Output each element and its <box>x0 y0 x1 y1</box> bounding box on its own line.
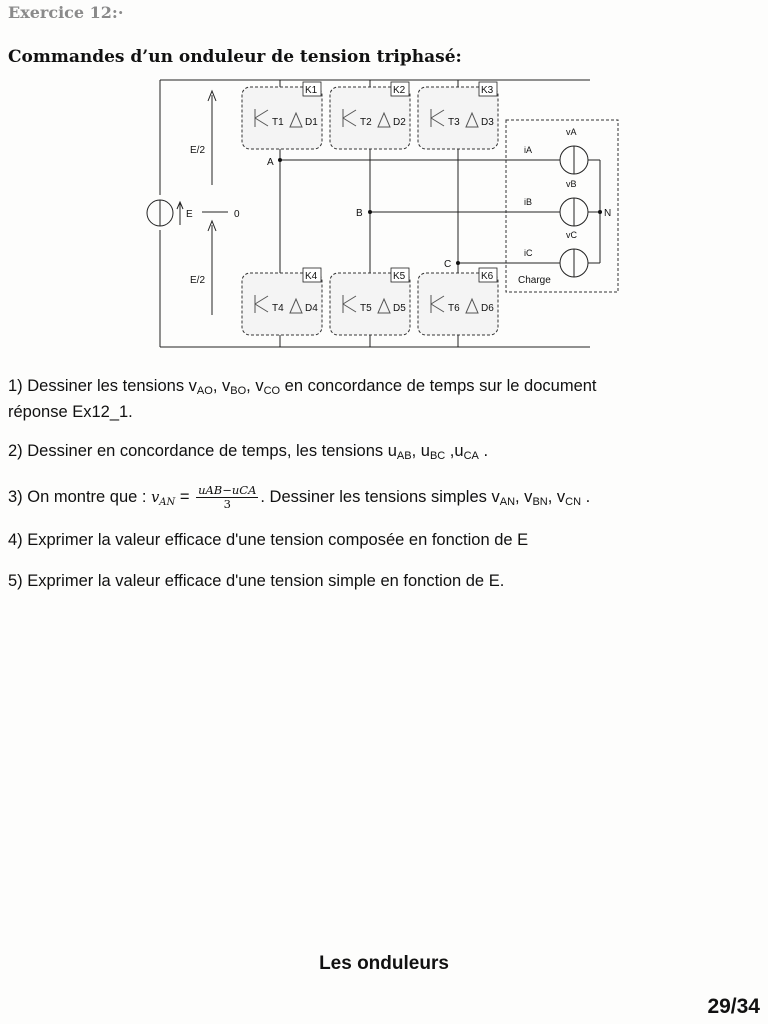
voltage-label-c: vC <box>566 230 577 240</box>
voltage-label-b: vB <box>566 179 577 189</box>
switch-label: K3 <box>481 85 494 96</box>
half-voltage-top-label: E/2 <box>190 145 206 156</box>
diode-label: D1 <box>305 117 318 128</box>
question-1-line-2: réponse Ex12_1. <box>8 403 133 421</box>
node-label-a: A <box>267 157 274 168</box>
question-1: 1) Dessiner les tensions $v_{AO}$, $v_{BO}$, $v_{CO}$ en concordance de temps sur le document <box>8 377 597 397</box>
inverter-circuit-diagram <box>140 75 630 355</box>
switch-label: K1 <box>305 85 318 96</box>
switch-label: K6 <box>481 271 494 282</box>
formula-lhs: v <box>151 489 160 506</box>
diode-label: D6 <box>481 303 494 314</box>
current-label-b: iB <box>524 197 533 207</box>
diode-label: D2 <box>393 117 406 128</box>
exercise-title: Exercice 12:· <box>8 3 124 22</box>
transistor-label: T3 <box>448 117 460 128</box>
node-label-n: N <box>604 208 612 219</box>
section-title: Commandes d’un onduleur de tension triphasé: <box>8 47 462 67</box>
midpoint-label: 0 <box>234 209 240 220</box>
current-label-a: iA <box>524 145 533 155</box>
question-2: 2) Dessiner en concordance de temps, les tensions $u_{AB}$, $u_{BC}$ $,u_{CA}$ . <box>8 442 489 462</box>
load-label: Charge <box>518 275 551 286</box>
diode-label: D4 <box>305 303 318 314</box>
transistor-label: T4 <box>272 303 284 314</box>
switch-label: K4 <box>305 271 318 282</box>
transistor-label: T5 <box>360 303 372 314</box>
footer-title: Les onduleurs <box>319 953 449 974</box>
transistor-label: T2 <box>360 117 372 128</box>
formula-fraction: $\frac{\text{uAB−uCA}}{3}$ <box>198 483 257 511</box>
transistor-label: T6 <box>448 303 460 314</box>
page-number: 29/34 <box>707 995 760 1018</box>
diode-label: D3 <box>481 117 494 128</box>
switch-label: K5 <box>393 271 406 282</box>
source-label: E <box>186 209 193 220</box>
switch-label: K2 <box>393 85 406 96</box>
question-4: 4) Exprimer la valeur efficace d'une tension composée en fonction de E <box>8 531 529 549</box>
current-label-c: iC <box>524 248 533 258</box>
diode-label: D5 <box>393 303 406 314</box>
half-voltage-bottom-label: E/2 <box>190 275 206 286</box>
node-label-b: B <box>356 208 363 219</box>
question-5: 5) Exprimer la valeur efficace d'une tension simple en fonction de E. <box>8 572 505 590</box>
question-3: 3) On montre que : $v_{AN}$ = $\frac{\text{uAB−uCA}}{3}$ . Dessiner les tensions simples $v_{AN}$, $v_{BN}$, $v_{CN}$ . <box>8 483 591 511</box>
node-label-c: C <box>444 259 452 270</box>
voltage-label-a: vA <box>566 127 577 137</box>
transistor-label: T1 <box>272 117 284 128</box>
